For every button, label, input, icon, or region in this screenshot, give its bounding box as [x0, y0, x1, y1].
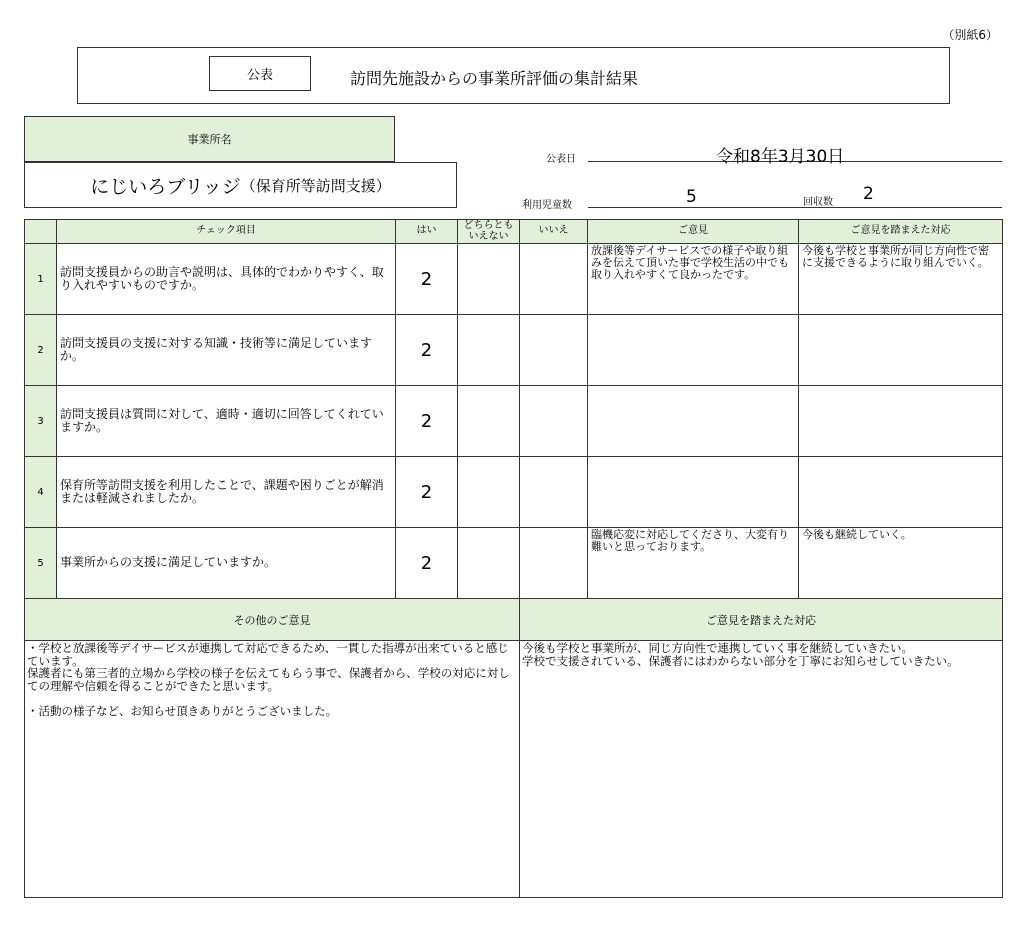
children-count-label: 利用児童数 — [522, 200, 572, 211]
row-no-count — [520, 315, 588, 386]
public-badge: 公表 — [209, 56, 311, 91]
table-row — [25, 457, 1003, 528]
row-response: 今後も継続していく。 — [799, 528, 1003, 599]
header-num — [25, 220, 57, 244]
row-neither-count — [458, 315, 520, 386]
responses-value: 2 — [863, 184, 874, 204]
row-yes-count: 2 — [396, 457, 458, 528]
row-no-count — [520, 386, 588, 457]
children-count-underline — [588, 207, 1002, 208]
header-check-item: チェック項目 — [57, 220, 396, 244]
other-opinions-header-row — [25, 599, 1003, 641]
other-opinions-text: ・学校と放課後等デイサービスが連携して対応できるため、一貫した指導が出来ていると感じています。 保護者にも第三者的立場から学校の様子を伝えてもらう事で、保護者から、学校の対応に対しての理解や信頼を得ることができたと思います。 ・活動の様子など、お知らせ頂きありがとうございました。 — [25, 641, 520, 898]
header-yes: はい — [396, 220, 458, 244]
header-neither-line1: どちらとも — [463, 220, 514, 231]
row-no-count — [520, 528, 588, 599]
row-yes-count: 2 — [396, 528, 458, 599]
row-question: 訪問支援員の支援に対する知識・技術等に満足していますか。 — [57, 315, 396, 386]
row-yes-count: 2 — [396, 315, 458, 386]
other-opinions-table — [24, 598, 1003, 898]
page-title: 訪問先施設からの事業所評価の集計結果 — [350, 69, 639, 88]
row-opinion — [588, 457, 799, 528]
other-response-label: ご意見を踏まえた対応 — [520, 599, 1003, 641]
header-neither-line2: いえない — [468, 230, 509, 242]
other-opinions-label: その他のご意見 — [25, 599, 520, 641]
row-question: 訪問支援員からの助言や説明は、具体的でわかりやすく、取り入れやすいものですか。 — [57, 244, 396, 315]
table-header-row — [25, 220, 1003, 244]
responses-label: 回収数 — [803, 197, 833, 208]
other-opinions-body-row — [25, 641, 1003, 898]
table-row — [25, 315, 1003, 386]
annex-label: （別紙6） — [942, 28, 998, 42]
row-num: 4 — [25, 457, 57, 528]
office-name-main: にじいろブリッジ — [90, 175, 241, 198]
row-opinion: 臨機応変に対応してくださり、大変有り難いと思っております。 — [588, 528, 799, 599]
header-no: いいえ — [520, 220, 588, 244]
row-num: 1 — [25, 244, 57, 315]
row-question: 訪問支援員は質問に対して、適時・適切に回答してくれていますか。 — [57, 386, 396, 457]
children-count-value: 5 — [686, 187, 697, 207]
row-opinion — [588, 386, 799, 457]
row-neither-count — [458, 244, 520, 315]
row-question: 保育所等訪問支援を利用したことで、課題や困りごとが解消または軽減されましたか。 — [57, 457, 396, 528]
row-opinion: 放課後等デイサービスでの様子や取り組みを伝えて頂いた事で学校生活の中でも取り入れやすくて良かったです。 — [588, 244, 799, 315]
row-no-count — [520, 244, 588, 315]
office-name-sub: （保育所等訪問支援） — [240, 176, 391, 195]
row-response — [799, 457, 1003, 528]
row-neither-count — [458, 386, 520, 457]
row-response — [799, 386, 1003, 457]
header-response: ご意見を踏まえた対応 — [799, 220, 1003, 244]
evaluation-table — [24, 219, 1003, 599]
row-num: 2 — [25, 315, 57, 386]
office-name-label: 事業所名 — [24, 116, 395, 162]
table-row — [25, 386, 1003, 457]
row-neither-count — [458, 457, 520, 528]
row-no-count — [520, 457, 588, 528]
office-name — [24, 162, 457, 208]
table-row — [25, 528, 1003, 599]
row-response — [799, 315, 1003, 386]
table-row — [25, 244, 1003, 315]
row-question: 事業所からの支援に満足していますか。 — [57, 528, 396, 599]
row-num: 3 — [25, 386, 57, 457]
publication-date-label: 公表日 — [546, 154, 576, 165]
row-yes-count: 2 — [396, 244, 458, 315]
row-opinion — [588, 315, 799, 386]
row-num: 5 — [25, 528, 57, 599]
header-opinion: ご意見 — [588, 220, 799, 244]
row-yes-count: 2 — [396, 386, 458, 457]
row-response: 今後も学校と事業所が同じ方向性で密に支援できるように取り組んでいく。 — [799, 244, 1003, 315]
other-response-text: 今後も学校と事業所が、同じ方向性で連携していく事を継続していきたい。 学校で支援されている、保護者にはわからない部分を丁寧にお知らせしていきたい。 — [520, 641, 1003, 898]
header-neither — [458, 220, 520, 244]
publication-date-value: 令和8年3月30日 — [716, 147, 845, 167]
row-neither-count — [458, 528, 520, 599]
